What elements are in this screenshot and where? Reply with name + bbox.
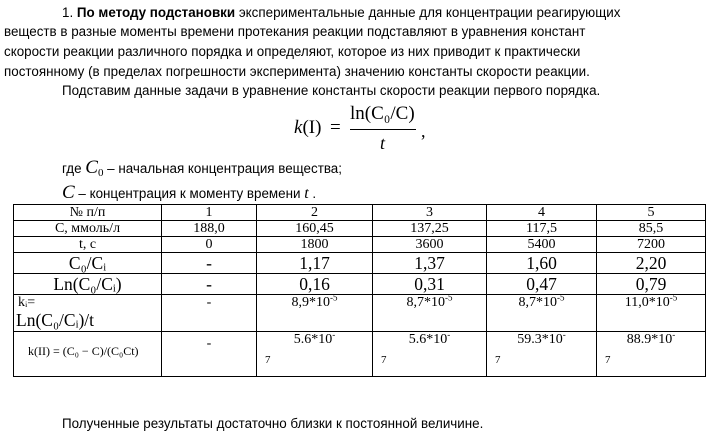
table-cell: 1800	[257, 237, 373, 253]
table-row-ratio	[14, 253, 706, 274]
table-cell: -	[162, 253, 257, 274]
table-cell: 0,79	[597, 274, 706, 295]
table-cell: 5400	[487, 237, 597, 253]
table-cell: 2,20	[597, 253, 706, 274]
formula-comma: ,	[421, 121, 426, 141]
table-cell: 88.9*10- 7	[597, 332, 706, 377]
table-cell: 0,31	[373, 274, 487, 295]
table-row-concentration	[14, 221, 706, 237]
table-cell: 2	[257, 205, 373, 221]
table-cell: $8,9*10^{-5}$	[257, 295, 373, 332]
table-header-row	[14, 205, 706, 221]
table-cell: $11,0*10^{-5}$	[597, 295, 706, 332]
table-cell: $8,7*10^{-5}$	[373, 295, 487, 332]
table-cell: 160,45	[257, 221, 373, 237]
table-cell: Ln(C₀/Cᵢ)	[14, 274, 162, 295]
formula-equals: =	[330, 117, 341, 138]
fraction-bar	[350, 129, 416, 130]
paragraph-1-line-4: постоянному (в пределах погрешности эксперимента) значению константы скорости реакции.	[4, 64, 590, 79]
paragraph-1-line-1: 1. По методу подстановки экспериментальные данные для концентрации реагирующих	[62, 5, 621, 20]
table-cell: C₀/Cᵢ	[14, 253, 162, 274]
conclusion-text: Полученные результаты достаточно близки к постоянной величине.	[62, 416, 484, 431]
table-cell: 0,16	[257, 274, 373, 295]
formula-numerator: ln(C₀/C)	[350, 103, 415, 124]
table-row-ki	[14, 295, 706, 332]
table-cell: 7200	[597, 237, 706, 253]
table-cell: 188,0	[162, 221, 257, 237]
c-definition: C – концентрация к моменту времени t .	[62, 182, 317, 203]
table-cell: t, c	[14, 237, 162, 253]
table-cell: 1,37	[373, 253, 487, 274]
table-cell: -	[162, 332, 257, 377]
table-cell: 5.6*10- 7	[373, 332, 487, 377]
first-order-rate-formula	[290, 103, 460, 159]
paragraph-2: Подставим данные задачи в уравнение константы скорости реакции первого порядка.	[62, 83, 601, 98]
data-table	[13, 204, 706, 377]
paragraph-1-line-2: веществ в разные моменты времени протекания реакции подставляют в уравнения констант	[4, 24, 586, 39]
table-row-ln-ratio	[14, 274, 706, 295]
table-cell: 1,17	[257, 253, 373, 274]
table-cell: 59.3*10- 7	[487, 332, 597, 377]
table-cell: 3	[373, 205, 487, 221]
table-cell: $8,7*10^{-5}$	[487, 295, 597, 332]
c0-definition: где $C_0$ – начальная концентрация вещества;	[62, 157, 342, 179]
table-cell: 0,47	[487, 274, 597, 295]
table-cell: 0	[162, 237, 257, 253]
table-cell: 5	[597, 205, 706, 221]
table-cell: -	[162, 295, 257, 332]
table-cell: -	[162, 274, 257, 295]
table-cell: 1,60	[487, 253, 597, 274]
table-cell: C, ммоль/л	[14, 221, 162, 237]
table-cell: 3600	[373, 237, 487, 253]
method-heading: По методу подстановки	[76, 5, 236, 20]
table-row-time	[14, 237, 706, 253]
table-cell: 4	[487, 205, 597, 221]
table-row-k2	[14, 332, 706, 377]
paragraph-1-line-3: скорости реакции различного порядка и определяют, которое из них приводит к практически	[4, 44, 581, 59]
table-cell: 85,5	[597, 221, 706, 237]
table-cell: 5.6*10- 7	[257, 332, 373, 377]
table-cell: 137,25	[373, 221, 487, 237]
table-cell: 117,5	[487, 221, 597, 237]
formula-denominator: t	[380, 133, 386, 153]
table-cell: 1	[162, 205, 257, 221]
table-cell: № п/п	[14, 205, 162, 221]
formula-lhs: k(I)	[294, 117, 322, 138]
k2-formula-cell: k(II) = (C₀ − C)/(C₀Ct)	[14, 332, 162, 377]
table-cell: kᵢ= Ln(C₀/Cᵢ)/t	[14, 295, 162, 332]
